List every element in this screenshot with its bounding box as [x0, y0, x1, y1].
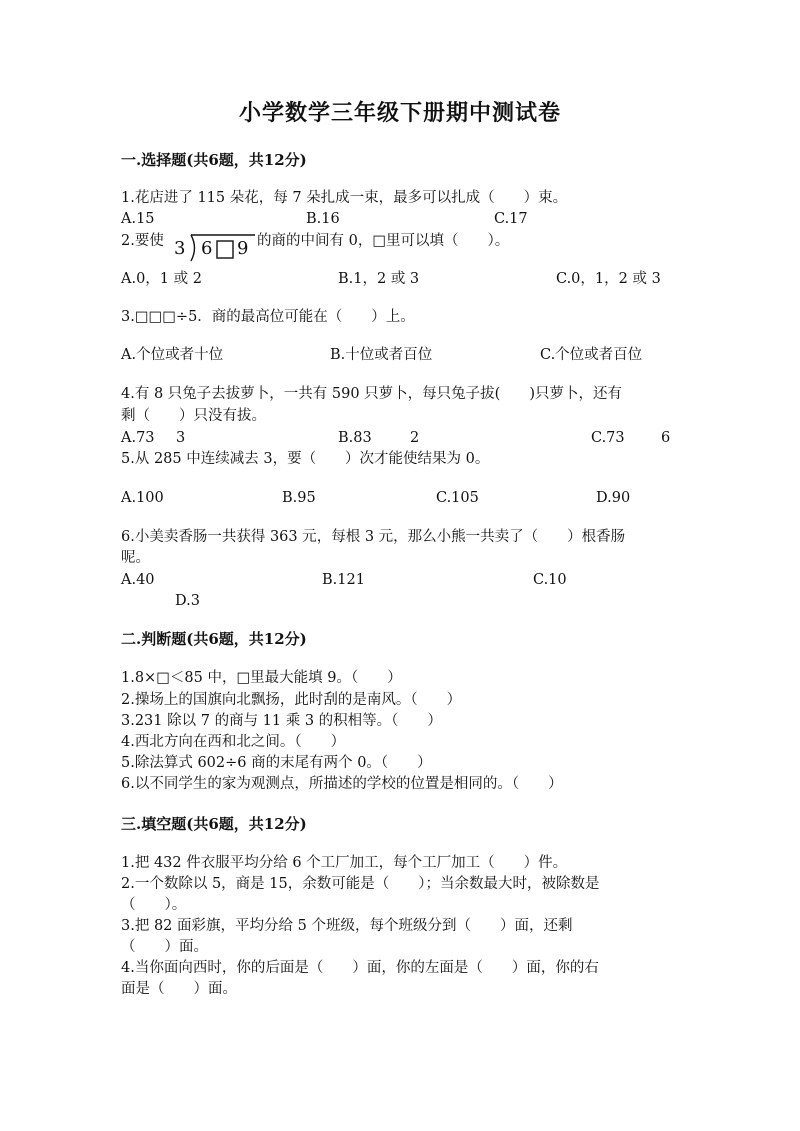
fill-line: 1.把 432 件衣服平均分给 6 个工厂加工，每个工厂加工（ ）件。: [121, 855, 568, 871]
fill-line: 4.当你面向西时，你的后面是（ ）面，你的左面是（ ）面，你的右: [121, 960, 599, 976]
option-c-remainder: 6: [661, 430, 671, 446]
option-d: D.90: [596, 490, 631, 506]
option-a: A.73: [121, 430, 155, 446]
section-header-fill: 三.填空题(共6题，共12分): [121, 815, 307, 833]
question-6-line-1: 6.小美卖香肠一共获得 363 元，每根 3 元，那么小熊一共卖了（ ）根香肠: [121, 529, 626, 545]
judge-item: 6.以不同学生的家为观测点，所描述的学校的位置是相同的。（ ）: [121, 776, 563, 792]
option-b: B.十位或者百位: [330, 347, 433, 363]
dividend-digit-1: 6: [201, 238, 213, 259]
question-5: 5.从 285 中连续减去 3，要（ ）次才能使结果为 0。: [121, 451, 490, 467]
option-d: D.3: [175, 593, 200, 609]
fill-line: 2.一个数除以 5，商是 15，余数可能是（ ）；当余数最大时，被除数是: [121, 876, 600, 892]
option-b: B.16: [306, 211, 340, 227]
judge-item: 4.西北方向在西和北之间。（ ）: [121, 734, 346, 750]
option-c: C.105: [436, 490, 479, 506]
question-6-line-2: 呢。: [121, 550, 150, 566]
option-c: C.73: [591, 430, 625, 446]
question-2-prefix: 2.要使: [121, 233, 164, 249]
judge-item: 3.231 除以 7 的商与 11 乘 3 的积相等。（ ）: [121, 713, 442, 729]
page-title: 小学数学三年级下册期中测试卷: [238, 100, 561, 126]
question-1: 1.花店进了 115 朵花，每 7 朵扎成一束，最多可以扎成（ ）束。: [121, 190, 568, 206]
section-header-judge: 二.判断题(共6题，共12分): [121, 630, 307, 648]
question-4-line-1: 4.有 8 只兔子去拔萝卜，一共有 590 只萝卜，每只兔子拔( )只萝卜，还有: [121, 386, 622, 402]
dividend-digit-3: 9: [237, 238, 249, 259]
option-a: A.40: [121, 572, 155, 588]
option-c: C.个位或者百位: [540, 347, 643, 363]
fill-line: 3.把 82 面彩旗，平均分给 5 个班级，每个班级分到（ ）面，还剩: [121, 918, 573, 934]
divisor: 3: [174, 238, 186, 259]
judge-item: 1.8×□＜85 中，□里最大能填 9。（ ）: [121, 670, 402, 686]
question-4-line-2: 剩（ ）只没有拔。: [121, 408, 266, 424]
long-division-figure: [171, 233, 257, 263]
judge-item: 2.操场上的国旗向北飘扬，此时刮的是南风。（ ）: [121, 692, 462, 708]
option-c: C.10: [533, 572, 567, 588]
judge-item: 5.除法算式 602÷6 商的末尾有两个 0。（ ）: [121, 755, 432, 771]
fill-line: （ ）面。: [121, 939, 208, 955]
option-c: C.17: [494, 211, 528, 227]
option-a: A.个位或者十位: [121, 347, 224, 363]
fill-line: （ ）。: [121, 897, 187, 913]
option-b: B.121: [322, 572, 365, 588]
section-header-choice: 一.选择题(共6题，共12分): [121, 151, 307, 169]
fill-line: 面是（ ）面。: [121, 981, 237, 997]
question-2-suffix: 的商的中间有 0，□里可以填（ ）。: [257, 233, 510, 249]
option-c: C.0，1，2 或 3: [556, 271, 661, 287]
option-a-remainder: 3: [176, 430, 186, 446]
option-b: B.83: [338, 430, 372, 446]
question-3: 3.□□□÷5．商的最高位可能在（ ）上。: [121, 309, 415, 325]
option-b-remainder: 2: [410, 430, 420, 446]
option-a: A.100: [121, 490, 164, 506]
option-a: A.15: [121, 211, 155, 227]
option-a: A.0，1 或 2: [121, 271, 202, 287]
option-b: B.1，2 或 3: [338, 271, 420, 287]
option-b: B.95: [282, 490, 316, 506]
